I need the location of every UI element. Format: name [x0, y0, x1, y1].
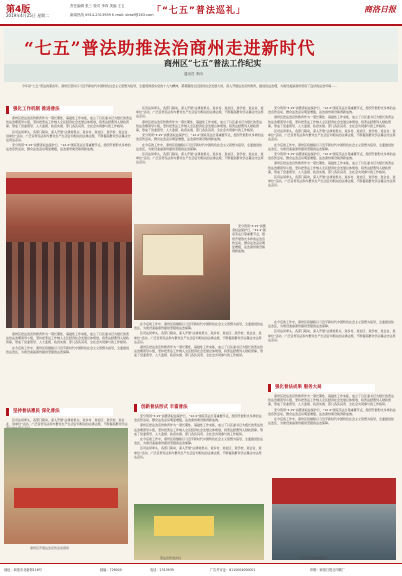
paragraph: 商州区把法治宣传教育作为一项长期性、基础性工作来抓，成立了以区委书记为组长的普法依法治理领导小组，坚持把普法工作纳入全区经济社会发展总体规划，将普法经费列入财政预算，形成了党委领导、人大监督、政府实施、部门各负其责、全社会共同参与的工作格局。	[134, 345, 264, 358]
paragraph: 在今后的工作中，商州区将继续以习近平新时代中国特色社会主义思想为指导，全面推进依法治区，为建设美丽商州提供坚强的法治保障。	[268, 142, 395, 151]
headline-banner	[4, 28, 398, 82]
paragraph: 商州区把法治宣传教育作为一项长期性、基础性工作来抓，成立了以区委书记为组长的普法依法治理领导小组，坚持把普法工作纳入全区经济社会发展总体规划，将普法经费列入财政预算，形成了党委领导、人大监督、政府实施、部门各负其责、全社会共同参与的工作格局。	[6, 116, 133, 129]
paragraph: 在今后的工作中，商州区将继续以习近平新时代中国特色社会主义思想为指导，全面推进依法治区，为建设美丽商州提供坚强的法治保障。	[268, 417, 395, 426]
footer-address: 地址：商洛市北新街116号	[4, 568, 42, 572]
paragraph: 在今后的工作中，商州区将继续以习近平新时代中国特色社会主义思想为指导，全面推进依法治区，为建设美丽商州提供坚强的法治保障。	[6, 345, 130, 354]
event-photo-main	[6, 172, 132, 328]
section-heading-3: 创新普法形式 丰富普法	[134, 404, 241, 412]
editor-line: 责任编辑 张三 校对 李四 美编 王五	[70, 4, 125, 8]
article-column-1	[6, 116, 132, 170]
photo-caption-right: 法治文艺演出进社区	[300, 556, 328, 560]
paragraph: 在今后的工作中，商州区将继续以习近平新时代中国特色社会主义思想为指导，全面推进依法治区，为建设美丽商州提供坚强的法治保障。	[134, 322, 264, 331]
paragraph: 商州区把法治宣传教育作为一项长期性、基础性工作来抓，成立了以区委书记为组长的普法依法治理领导小组，坚持把普法工作纳入全区经济社会发展总体规划，将普法经费列入财政预算，形成了党委领导、人大监督、政府实施、部门各负其责、全社会共同参与的工作格局。	[268, 115, 395, 128]
article-column-3	[268, 106, 396, 316]
article-column-3b	[268, 320, 396, 380]
paper-name: 商洛日报	[364, 5, 396, 14]
article-column-2	[136, 106, 264, 222]
paragraph: 商州区把法治宣传教育作为一项长期性、基础性工作来抓，成立了以区委书记为组长的普法依法治理领导小组，坚持把普法工作纳入全区经济社会发展总体规划，将普法经费列入财政预算，形成了党委领导、人大监督、政府实施、部门各负其责、全社会共同参与的工作格局。	[134, 423, 264, 436]
photo-sign	[154, 516, 214, 536]
footer-printer: 印刷：商洛日报社印刷厂	[310, 568, 346, 572]
paragraph: 区司法局牵头，各部门联动，深入开展“法律进机关、进乡村、进社区、进学校、进企业、进单位”活动，广泛宣传宪法和与群众生产生活密切相关的法律法规，不断提高群众学法尊法守法用法意识。	[6, 129, 131, 143]
page-footer	[0, 563, 402, 576]
article-column-2c	[134, 414, 264, 500]
paragraph: 充分利用“3·15”消费者权益保护日、“12·4”国家宪法日等重要节点，组织开展形式多样的法治宣传活动，群众法治意识明显增强，法治商州建设取得新成效。	[268, 106, 396, 115]
paragraph: 充分利用“3·15”消费者权益保护日、“12·4”国家宪法日等重要节点，组织开展形式多样的法治宣传活动，群众法治意识明显增强，法治商州建设取得新成效。	[6, 143, 131, 152]
photo-caption-left: 商州区开展法治宣传活动现场	[30, 546, 70, 550]
section-heading-4: 强化普法成果 服务大局	[268, 384, 375, 392]
issue-date: 2019年4月25日 星期二	[6, 13, 50, 18]
page-number: 第4版	[6, 5, 31, 15]
photo-caption-bottom: 普法宣传进乡村	[160, 556, 182, 560]
paragraph: 充分利用“3·15”消费者权益保护日、“12·4”国家宪法日等重要节点，组织开展形式多样的法治宣传活动，群众法治意识明显增强，法治商州建设取得新成效。	[134, 414, 262, 423]
paragraph: 区司法局牵头，各部门联动，深入开展“法律进机关、进乡村、进社区、进学校、进企业、进单位”活动，广泛宣传宪法和与群众生产生活密切相关的法律法规，不断提高群众学法尊法守法用法意识。	[268, 329, 396, 342]
photo-table	[14, 488, 118, 508]
event-photo-lower-right	[272, 478, 396, 560]
photo-stage	[272, 478, 396, 504]
byline: 通讯员 李四	[184, 72, 203, 76]
paragraph: 区司法局牵头，各部门联动，深入开展“法律进机关、进乡村、进社区、进学校、进企业、进单位”活动，广泛宣传宪法和与群众生产生活密切相关的法律法规，不断提高群众学法尊法守法用法意识。	[136, 152, 264, 165]
paragraph: 充分利用“3·15”消费者权益保护日、“12·4”国家宪法日等重要节点，组织开展形式多样的法治宣传活动，群众法治意识明显增强，法治商州建设取得新成效。	[268, 152, 396, 161]
paragraph: 区司法局牵头，各部门联动，深入开展“法律进机关、进乡村、进社区、进学校、进企业、进单位”活动，广泛宣传宪法和与群众生产生活密切相关的法律法规，不断提高群众学法尊法守法用法意识。	[134, 446, 262, 459]
paragraph: 区司法局牵头，各部门联动，深入开展“法律进机关、进乡村、进社区、进学校、进企业、进单位”活动，广泛宣传宪法和与群众生产生活密切相关的法律法规，不断提高群众学法尊法守法用法意识。	[134, 331, 262, 344]
section-title: 「“七五”普法巡礼」	[152, 6, 246, 16]
article-column-2b	[134, 322, 264, 402]
paragraph: 商州区把法治宣传教育作为一项长期性、基础性工作来抓，成立了以区委书记为组长的普法依法治理领导小组，坚持把普法工作纳入全区经济社会发展总体规划，将普法经费列入财政预算，形成了党委领导、人大监督、政府实施、部门各负其责、全社会共同参与的工作格局。	[268, 161, 395, 174]
event-photo-lower-left	[4, 428, 128, 544]
paragraph: 商州区把法治宣传教育作为一项长期性、基础性工作来抓，成立了以区委书记为组长的普法依法治理领导小组，坚持把普法工作纳入全区经济社会发展总体规划，将普法经费列入财政预算，形成了党委领导、人大监督、政府实施、部门各负其责、全社会共同参与的工作格局。	[6, 332, 130, 345]
subheadline: 商州区“七五”普法工作纪实	[164, 58, 262, 68]
paragraph: 区司法局牵头，各部门联动，深入开展“法律进机关、进乡村、进社区、进学校、进企业、进单位”活动，广泛宣传宪法和与群众生产生活密切相关的法律法规，不断提高群众学法	[6, 418, 128, 427]
contact-line: 新闻热线 0914-2313939 E-mail: slrbzf@163.com	[70, 13, 154, 17]
paragraph: 在今后的工作中，商州区将继续以习近平新时代中国特色社会主义思想为指导，全面推进依法治区，为建设美丽商州提供坚强的法治保障。	[136, 142, 263, 151]
paragraph: 在今后的工作中，商州区将继续以习近平新时代中国特色社会主义思想为指导，全面推进依法治区，为建设美丽商州提供坚强的法治保障。	[134, 437, 264, 446]
photo-board	[142, 234, 204, 276]
article-column-3c	[268, 394, 396, 474]
event-photo-mid	[134, 224, 230, 320]
photo-banner	[6, 178, 132, 194]
article-column-1c	[6, 418, 130, 426]
paragraph: 商州区把法治宣传教育作为一项长期性、基础性工作来抓，成立了以区委书记为组长的普法依法治理领导小组，坚持把普法工作纳入全区经济社会发展总体规划，将普法经费列入财政预算，形成了党委领导、人大监督、政府实施、部门各负其责、全社会共同参与的工作格局。	[268, 394, 395, 407]
section-heading-1: 强化工作机制 推进普法	[6, 106, 113, 114]
paragraph: 在今后的工作中，商州区将继续以习近平新时代中国特色社会主义思想为指导，全面推进依法治区，为建设美丽商州提供坚强的法治保障。	[268, 320, 395, 329]
article-column-narrow	[232, 224, 266, 320]
footer-license: 广告许可证：6110004000001	[210, 568, 256, 572]
footer-postcode: 邮编：726000	[100, 568, 122, 572]
event-photo-bottom	[134, 504, 264, 560]
paragraph: 区司法局牵头，各部门联动，深入开展“法律进机关、进乡村、进社区、进学校、进企业、进单位”活动，广泛宣传宪法和与群众生产生活密切相关的法律法规，不断提高群众学法尊法守法用法意识。	[268, 129, 396, 142]
paragraph: 充分利用“3·15”消费者权益保护日、“12·4”国家宪法日等重要节点，组织开展形式多样的法治宣传活动，群众法治意识明显增强，法治商州建设取得新成效。	[232, 224, 266, 254]
photo-crowd	[6, 242, 132, 328]
masthead	[0, 0, 402, 26]
lead-paragraph: 今年是“七五”普法的第四年。商州区坚持以习近平新时代中国特色社会主义思想为指导，全面贯彻落实党的十九大精神，紧紧围绕全区经济社会发展大局，深入开展法治宣传教育，推进依法治理，为建设美丽商州营造了良好的法治环境……	[22, 84, 338, 88]
footer-phone: 电话：2313939	[150, 568, 174, 572]
paragraph: 充分利用“3·15”消费者权益保护日、“12·4”国家宪法日等重要节点，组织开展形式多样的法治宣传活动，群众法治意识明显增强，法治商州建设取得新成效。	[268, 407, 396, 416]
paragraph: 商州区把法治宣传教育作为一项长期性、基础性工作来抓，成立了以区委书记为组长的普法依法治理领导小组，坚持把普法工作纳入全区经济社会发展总体规划，将普法经费列入财政预算，形成了党委领导、人大监督、政府实施、部门各负其责、全社会共同参与的工作格局。	[136, 119, 263, 133]
paragraph: 区司法局牵头，各部门联动，深入开展“法律进机关、进乡村、进社区、进学校、进企业、进单位”活动，广泛宣传宪法和与群众生产生活密切相关的法律法规，不断提高群众学法尊法守法用法意识。	[136, 106, 264, 119]
article-column-1b	[6, 332, 130, 402]
paragraph: 区司法局牵头，各部门联动，深入开展“法律进机关、进乡村、进社区、进学校、进企业、进单位”活动，广泛宣传宪法和与群众生产生活密切相关的法律法规，不断提高群众学法尊法守法用法意识。	[268, 175, 396, 188]
headline: “七五”普法助推法治商州走进新时代	[24, 39, 316, 59]
paragraph: 充分利用“3·15”消费者权益保护日、“12·4”国家宪法日等重要节点，组织开展形式多样的法治宣传活动，群众法治意识明显增强，法治商州建设取得新成效。	[136, 133, 264, 142]
section-heading-2: 坚持普法惠民 深化普法	[6, 408, 113, 416]
